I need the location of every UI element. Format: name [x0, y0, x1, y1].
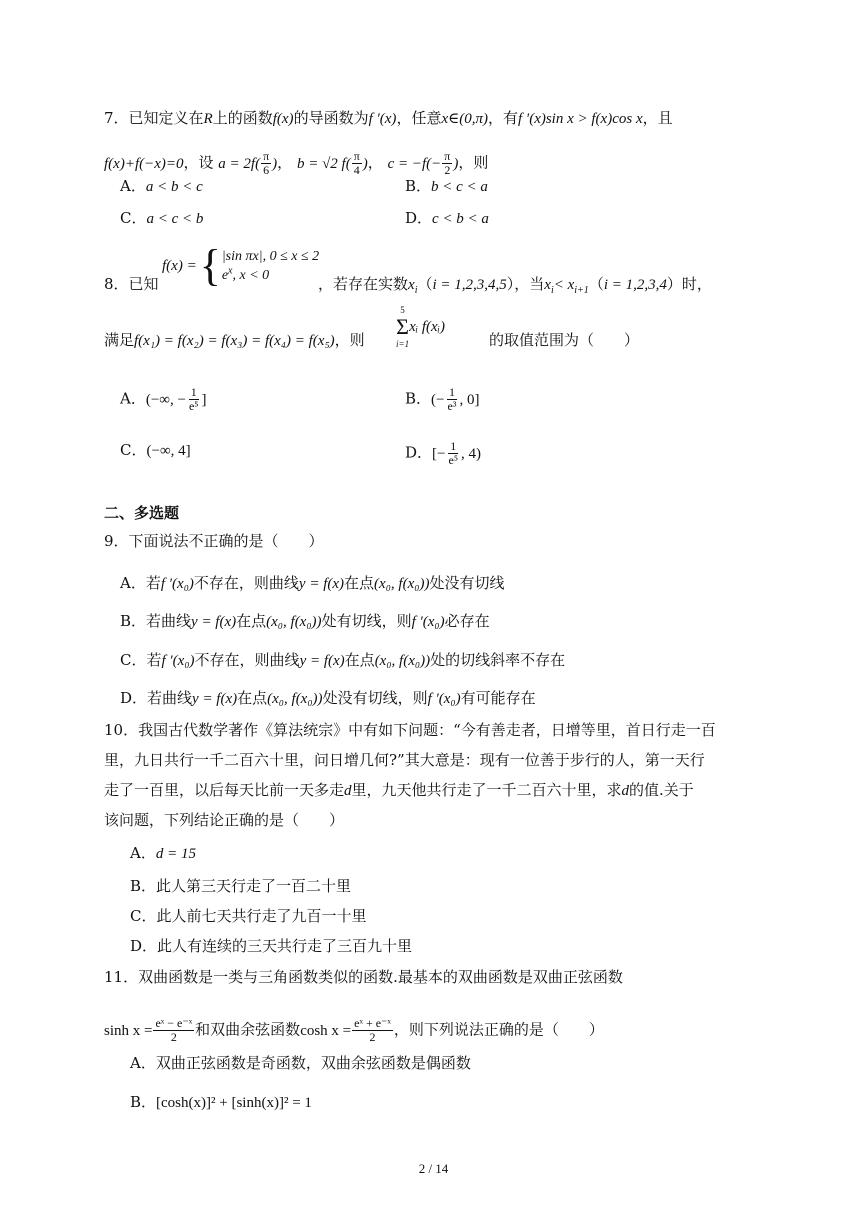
q8-stem-line2: 满足f(x₁) = f(x₂) = f(x₃) = f(x₄) = f(x₅)，则: [104, 331, 365, 349]
page-number: 2 / 14: [418, 1161, 449, 1176]
q8-option-d: D．[− $\frac{1}{\text{e⁵}}$ , 4): [405, 439, 482, 467]
q8-range-text: 的取值范围为（ ）: [489, 331, 640, 349]
q9-option-b: B．若曲线y = f(x)在点(x₀, f(x₀))处有切线，则f ′(x₀)必存在: [120, 612, 490, 630]
q10-line4: 该问题，下列结论正确的是（ ）: [104, 811, 345, 829]
q7-option-c: C．a < c < b: [120, 209, 204, 227]
q9-stem: 9．下面说法不正确的是（ ）: [104, 532, 324, 550]
q10-option-a: A．d = 15: [130, 844, 196, 862]
q7-option-b: B．b < c < a: [405, 177, 488, 195]
q8-option-c: C．(−∞, 4]: [120, 441, 191, 459]
c-fraction: $\frac{\pi}{2}$: [444, 149, 451, 177]
q8-sum: 5 Σ i=1 xᵢ f(xᵢ): [396, 305, 446, 349]
q10-option-b: B．此人第三天行走了一百二十里: [130, 877, 352, 895]
q7-stem-line2: f(x)+f(−x)=0，设 a = 2f( $\frac{\pi}{6}$ )， b = √2 f( $\frac{\pi}{4}$ )， c = −f(− $\frac{\pi}{2}$ )，则: [104, 149, 489, 177]
q11-line1: 11．双曲函数是一类与三角函数类似的函数.最基本的双曲函数是双曲正弦函数: [104, 968, 623, 986]
q11-option-b: B．[cosh(x)]² + [sinh(x)]² = 1: [130, 1093, 312, 1111]
q10-option-c: C．此人前七天共行走了九百一十里: [130, 907, 367, 925]
q8-option-a: A．(−∞, − $\frac{1}{\text{e⁵}}$ ]: [120, 385, 207, 413]
q11-option-a: A．双曲正弦函数是奇函数，双曲余弦函数是偶函数: [130, 1054, 471, 1072]
q8-stem-line1: ，若存在实数xi（i = 1,2,3,4,5），当xi< xi+1（i = 1,2,3,4）时，: [318, 275, 712, 296]
section-heading: 二、多选题: [104, 504, 180, 522]
q7-stem-line1: 7．已知定义在R上的函数f(x)的导函数为f ′(x)，任意x∈(0,π)，有f ′(x)sin x > f(x)cos x，且: [104, 109, 673, 127]
q9-option-d: D．若曲线y = f(x)在点(x₀, f(x₀))处没有切线，则f ′(x₀)有可能存在: [120, 689, 536, 707]
q9-option-a: A．若f ′(x₀)不存在，则曲线y = f(x)在点(x₀, f(x₀))处没有切线: [120, 574, 505, 592]
a-fraction: $\frac{\pi}{6}$: [263, 149, 270, 177]
q10-line1: 10．我国古代数学著作《算法统宗》中有如下问题：“今有善走者，日增等里，首日行走一百: [104, 721, 716, 739]
q8-piecewise: f(x) = { |sin πx|, 0 ≤ x ≤ 2 $e^x$, x < 0: [162, 241, 320, 290]
q8-option-b: B．(− $\frac{1}{\text{e³}}$ , 0]: [405, 385, 480, 413]
q7-option-a: A．a < b < c: [120, 177, 203, 195]
b-fraction: $\frac{\pi}{4}$: [353, 149, 360, 177]
q10-line3: 走了一百里，以后每天比前一天多走d里，九天他共行走了一千二百六十里，求d的值.关于: [104, 781, 694, 799]
q9-option-c: C．若f ′(x₀)不存在，则曲线y = f(x)在点(x₀, f(x₀))处的切线斜率不存在: [120, 651, 566, 669]
q10-option-d: D．此人有连续的三天共行走了三百九十里: [130, 937, 413, 955]
q8-label: 8．已知: [104, 275, 159, 293]
q10-line2: 里，九日共行一千二百六十里，问日增几何?”其大意是：现有一位善于步行的人，第一天行: [104, 751, 705, 769]
q7-option-d: D．c < b < a: [405, 209, 489, 227]
q11-line2: sinh x = $\frac{\text{eˣ − e⁻ˣ}}{2}$ 和双曲余弦函数cosh x = $\frac{\text{eˣ + e⁻ˣ}}{2}$ ，则下列说法正确的是（ ）: [104, 1016, 604, 1044]
